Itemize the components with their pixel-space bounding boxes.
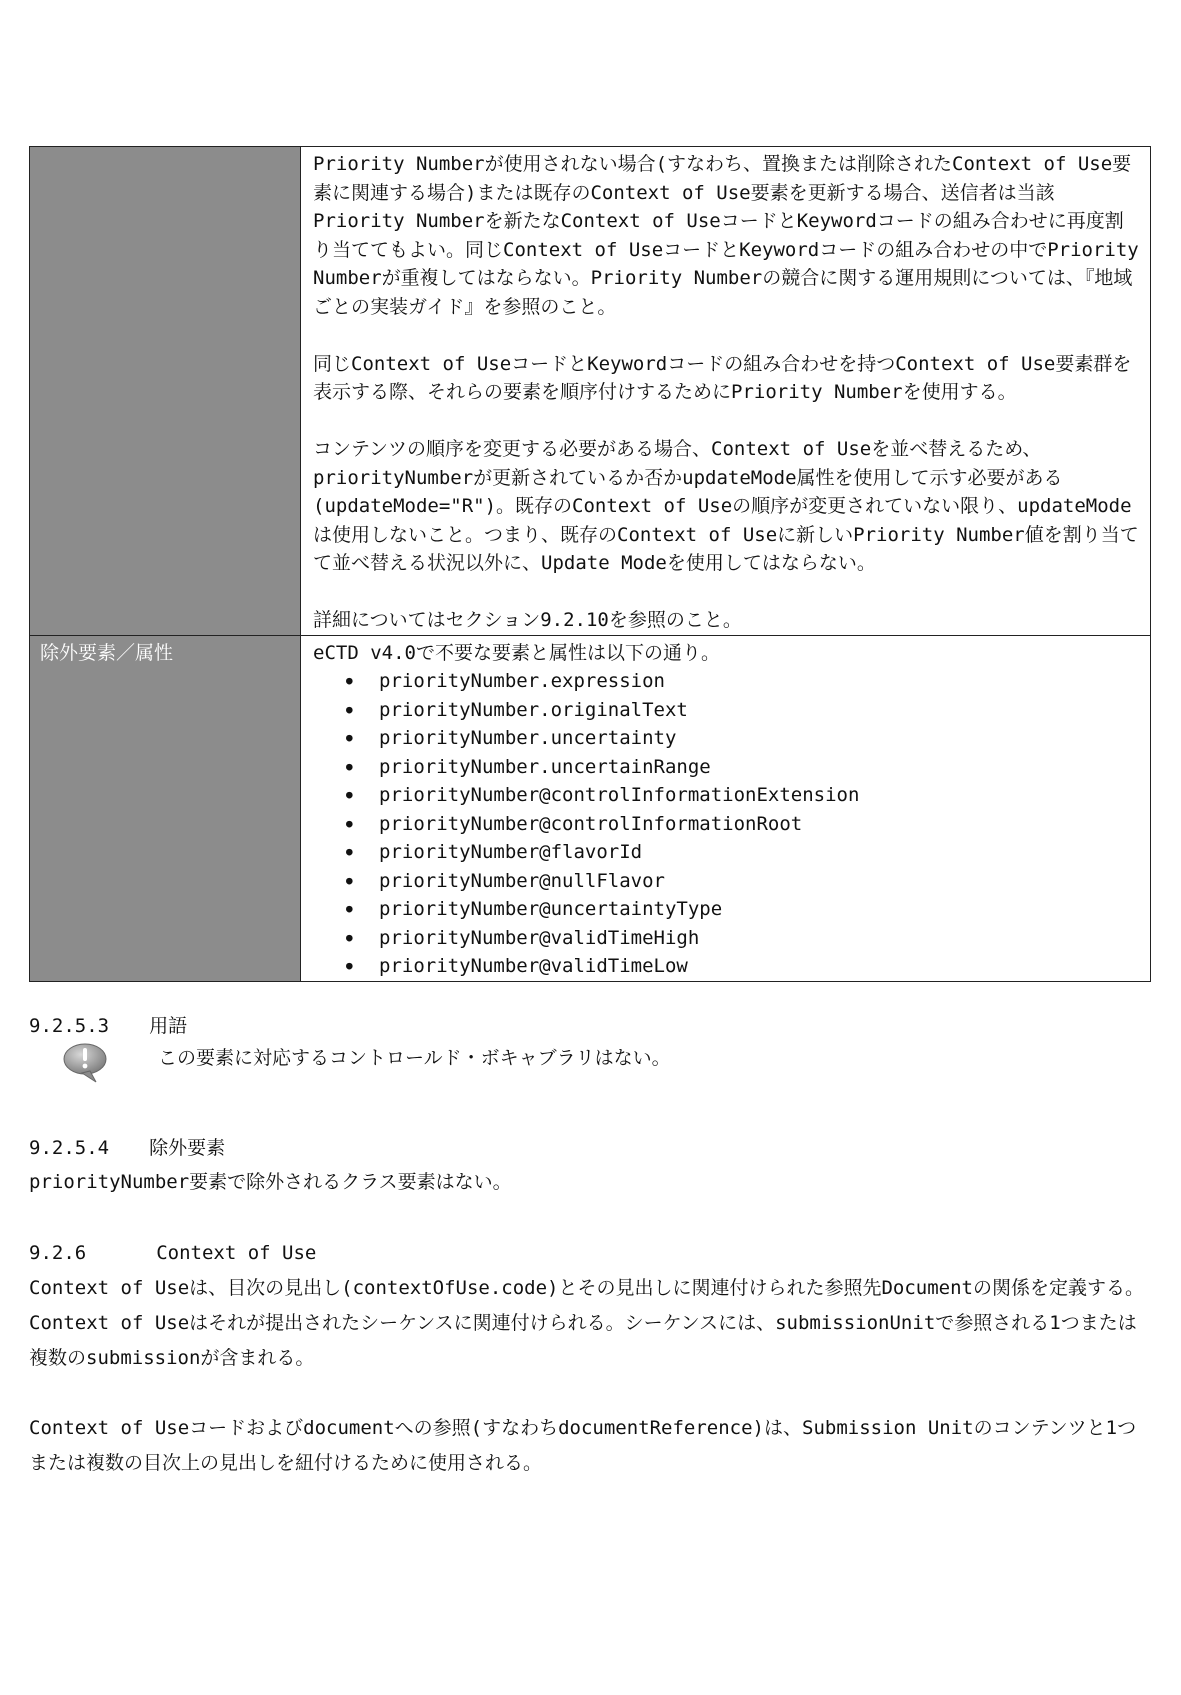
heading-title: Context of Use [156,1242,317,1264]
excluded-intro: eCTD v4.0で不要な要素と属性は以下の通り。 [313,641,720,664]
list-item: ● priorityNumber.originalText [379,696,1142,725]
definition-table [29,146,1151,982]
list-item: ● priorityNumber@flavorId [379,838,1142,867]
list-item: ● priorityNumber.expression [379,667,1142,696]
list-item: ● priorityNumber.uncertainty [379,724,1142,753]
section-9254-text: priorityNumber要素で除外されるクラス要素はない。 [29,1171,512,1193]
row-value [301,147,1151,636]
list-item: ● priorityNumber@controlInformationExtension [379,781,1142,810]
heading-9253 [29,1012,187,1040]
row-value-excluded [301,635,1151,981]
heading-title: 除外要素 [149,1137,226,1159]
paragraph-update-mode: コンテンツの順序を変更する必要がある場合、Context of Useを並べ替えるため、priorityNumberが更新されているか否かupdateMode属性を使用して示す必要がある(updateMode="R")。既存のContext of Useの順序が変更されていない限り、updateModeは使用しないこと。つまり、既存のContext of Useに新しいPriority Number値を割り当てて並べ替える状況以外に、Update Modeを使用してはならない。 [313,438,1139,574]
note-text: この要素に対応するコントロールド・ボキャブラリはない。 [158,1047,671,1069]
list-item: ● priorityNumber@uncertaintyType [379,895,1142,924]
list-item: ● priorityNumber@validTimeLow [379,952,1142,981]
paragraph-see-section: 詳細についてはセクション9.2.10を参照のこと。 [313,609,742,631]
row-label-empty [30,147,301,636]
list-item: ● priorityNumber@nullFlavor [379,867,1142,896]
heading-number: 9.2.6 [29,1242,87,1264]
list-item: ● priorityNumber@validTimeHigh [379,924,1142,953]
paragraph-priority-order: 同じContext of UseコードとKeywordコードの組み合わせを持つContext of Use要素群を表示する際、それらの要素を順序付けするためにPriority Numberを使用する。 [313,352,1132,403]
list-item: ● priorityNumber@controlInformationRoot [379,810,1142,839]
note-icon [62,1042,108,1084]
table-row [30,147,1151,636]
paragraph-context-code: Context of Useコードおよびdocumentへの参照(すなわちdocumentReference)は、Submission Unitのコンテンツと1つまたは複数の目次上の見出しを紐付けるために使用される。 [29,1417,1137,1474]
row-label-excluded: 除外要素／属性 [30,635,301,981]
list-item: ● priorityNumber.uncertainRange [379,753,1142,782]
heading-title: 用語 [149,1015,188,1037]
heading-number: 9.2.5.3 [29,1015,110,1037]
heading-9254 [29,1134,225,1162]
heading-number: 9.2.5.4 [29,1137,110,1159]
paragraph-priority-reassign: Priority Numberが使用されない場合(すなわち、置換または削除されたContext of Use要素に関連する場合)または既存のContext of Use要素を更新する場合、送信者は当該Priority Numberを新たなContext of UseコードとKeywordコードの組み合わせに再度割り当ててもよい。同じContext of UseコードとKeywordコードの組み合わせの中でPriority Numberが重複してはならない。Priority Numberの競合に関する運用規則については、『地域ごとの実装ガイド』を参照のこと。 [313,153,1139,318]
excluded-list [313,667,1142,981]
paragraph-context-definition: Context of Useは、目次の見出し(contextOfUse.code)とその見出しに関連付けられた参照先Documentの関係を定義する。Context of Useはそれが提出されたシーケンスに関連付けられる。シーケンスには、submissionUnitで参照される1つまたは複数のsubmissionが含まれる。 [29,1277,1144,1369]
table-row [30,635,1151,981]
heading-926 [29,1239,316,1267]
